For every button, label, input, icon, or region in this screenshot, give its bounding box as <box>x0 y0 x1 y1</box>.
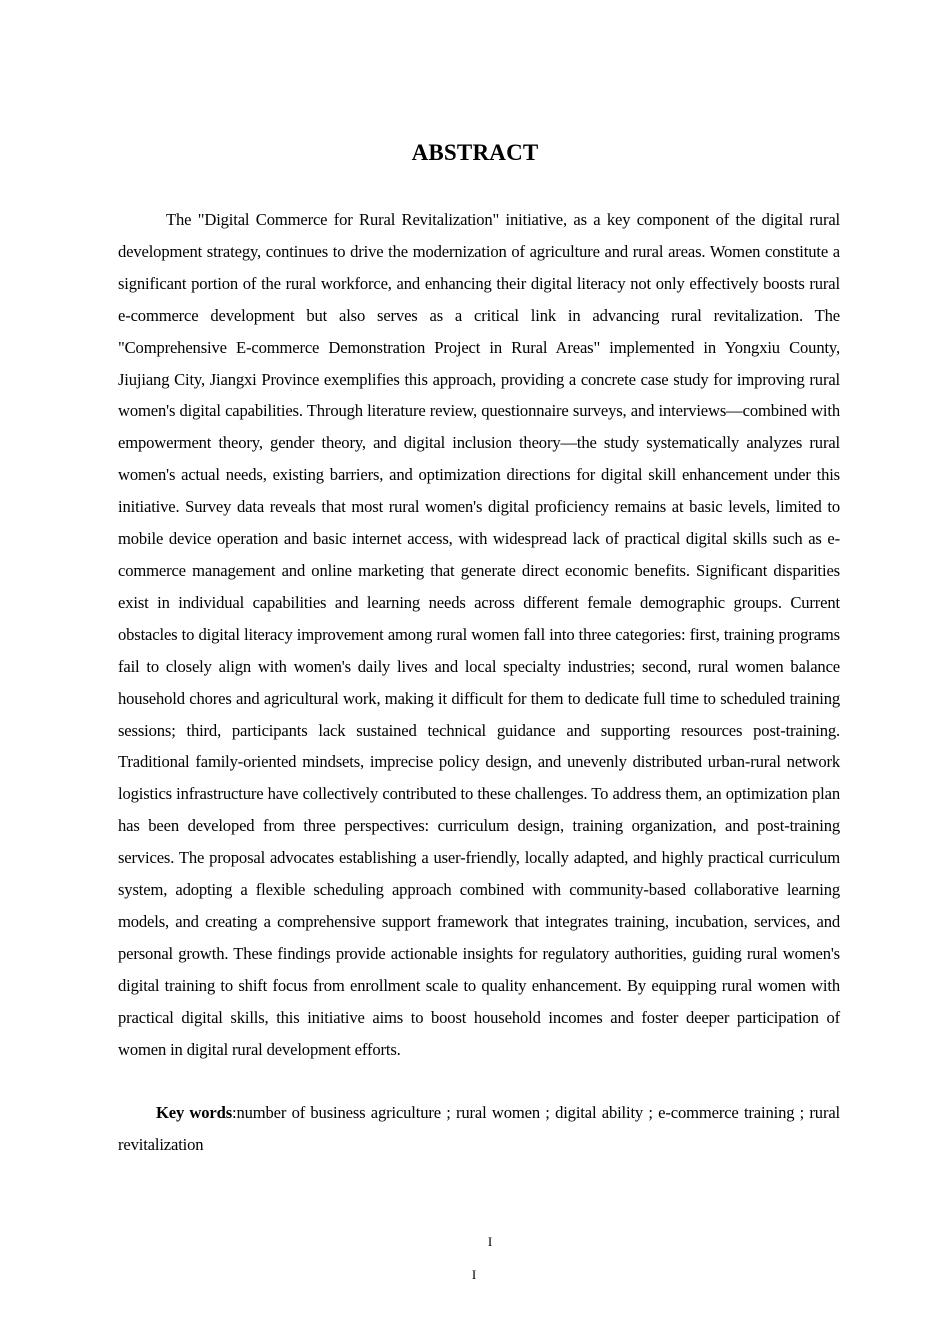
keywords-label: Key words <box>156 1103 233 1122</box>
abstract-title: ABSTRACT <box>411 140 539 165</box>
abstract-body: The "Digital Commerce for Rural Revitalization" initiative, as a key component of the digital rural development strategy, continues to drive the modernization of agriculture and rural areas. Women constitute a significant portion of the rural workforce, and enhancing their digital literacy not only effectively boosts rural e-commerce development but also serves as a critical link in advancing rural revitalization. The "Comprehensive E-commerce Demonstration Project in Rural Areas" implemented in Yongxiu County, Jiujiang City, Jiangxi Province exemplifies this approach, providing a concrete case study for improving rural women's digital capabilities. Through literature review, questionnaire surveys, and interviews—combined with empowerment theory, gender theory, and digital inclusion theory—the study systematically analyzes rural women's actual needs, existing barriers, and optimization directions for digital skill enhancement under this initiative. Survey data reveals that most rural women's digital proficiency remains at basic levels, limited to mobile device operation and basic internet access, with widespread lack of practical digital skills such as e-commerce management and online marketing that generate direct economic benefits. Significant disparities exist in individual capabilities and learning needs across different female demographic groups. Current obstacles to digital literacy improvement among rural women fall into three categories: first, training programs fail to closely align with women's daily lives and local specialty industries; second, rural women balance household chores and agricultural work, making it difficult for them to dedicate full time to scheduled training sessions; third, participants lack sustained technical guidance and supporting resources post-training. Traditional family-oriented mindsets, imprecise policy design, and unevenly distributed urban-rural network logistics infrastructure have collectively contributed to these challenges. To address them, an optimization plan has been developed from three perspectives: curriculum design, training organization, and post-training services. The proposal advocates establishing a user-friendly, locally adapted, and highly practical curriculum system, adopting a flexible scheduling approach combined with community-based collaborative learning models, and creating a comprehensive support framework that integrates training, incubation, services, and personal growth. These findings provide actionable insights for regulatory authorities, guiding rural women's digital training to shift focus from enrollment scale to quality enhancement. By equipping rural women with practical digital skills, this initiative aims to boost household incomes and foster deeper participation of women in digital rural development efforts. <box>118 210 840 1059</box>
keywords-paragraph <box>118 1097 840 1161</box>
page-number-lower: I <box>471 1267 477 1282</box>
page-number-upper: I <box>487 1234 493 1249</box>
keywords-text: :number of business agriculture ; rural women ; digital ability ; e-commerce training ; rural revitalization <box>118 1103 840 1154</box>
